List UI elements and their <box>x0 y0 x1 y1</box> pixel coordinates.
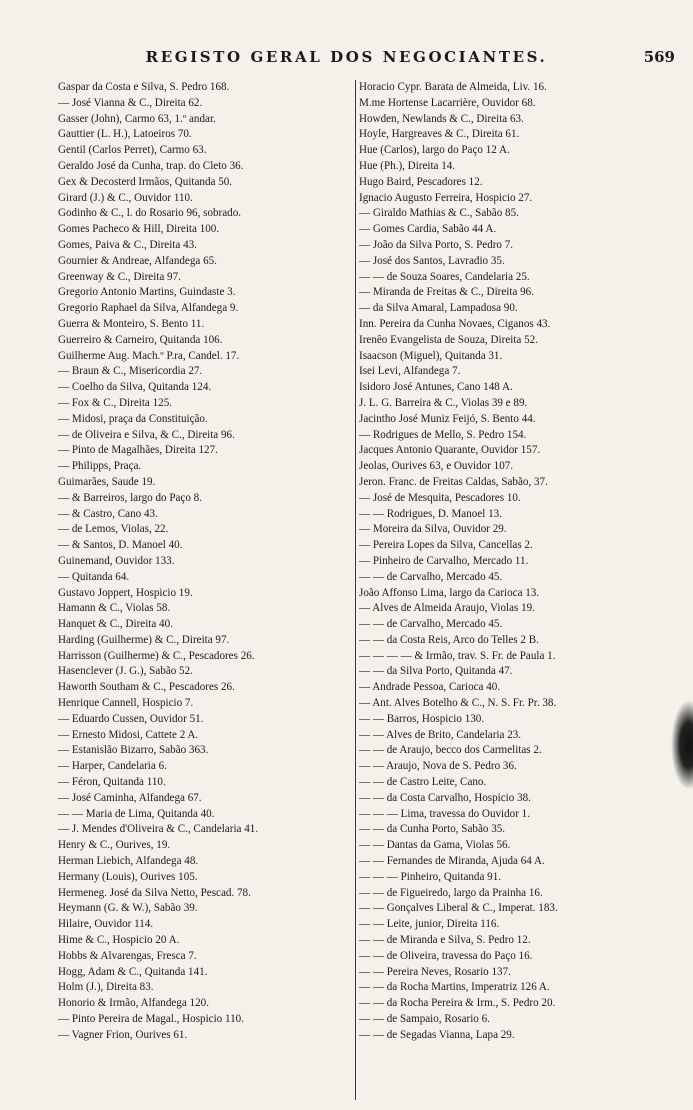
left-column <box>58 80 348 1100</box>
left-column-entry: — & Santos, D. Manoel 40. <box>58 539 183 552</box>
left-column-entry: Gasser (John), Carmo 63, 1.º andar. <box>58 112 216 125</box>
left-column-entry: Guerreiro & Carneiro, Quitanda 106. <box>58 333 223 346</box>
right-column-entry: — Pereira Lopes da Silva, Cancellas 2. <box>359 539 533 552</box>
left-column-entry: — & Barreiros, largo do Paço 8. <box>58 491 202 504</box>
left-column-entry: — Pinto Pereira de Magal., Hospicio 110. <box>58 1013 244 1026</box>
left-column-entry: Harding (Guilherme) & C., Direita 97. <box>58 633 230 646</box>
left-column-entry: Geraldo José da Cunha, trap. do Cleto 36. <box>58 159 244 172</box>
left-column-entry: Gex & Decosterd Irmãos, Quitanda 50. <box>58 175 233 188</box>
right-column-entry: — — da Costa Carvalho, Hospicio 38. <box>359 791 531 804</box>
left-column-entry: Gournier & Andreae, Alfandega 65. <box>58 254 217 267</box>
right-column-entry: — — da Costa Reis, Arco do Telles 2 B. <box>359 633 539 646</box>
left-column-entry: — — Maria de Lima, Quitanda 40. <box>58 807 215 820</box>
right-column-entry: — Ant. Alves Botelho & C., N. S. Fr. Pr. 38. <box>359 697 557 710</box>
left-column-entry: — de Oliveira e Silva, & C., Direita 96. <box>58 428 235 441</box>
left-column-entry: Hobbs & Alvarengas, Fresca 7. <box>58 949 197 962</box>
right-column-entry: — José de Mesquita, Pescadores 10. <box>359 491 521 504</box>
left-column-entry: Hilaire, Ouvidor 114. <box>58 918 154 931</box>
left-column-entry: Girard (J.) & C., Ouvidor 110. <box>58 191 193 204</box>
right-column-entry: — — de Carvalho, Mercado 45. <box>359 618 503 631</box>
right-column-entry: Howden, Newlands & C., Direita 63. <box>359 112 524 125</box>
left-column-entry: — Pinto de Magalhães, Direita 127. <box>58 444 218 457</box>
left-column-entry: Godinho & C., l. do Rosario 96, sobrado. <box>58 207 242 220</box>
left-column-entry: Hasenclever (J. G.), Sabão 52. <box>58 665 193 678</box>
right-column-entry: — — de Figueiredo, largo da Prainha 16. <box>359 886 543 899</box>
right-column-entry: — — Fernandes de Miranda, Ajuda 64 A. <box>359 855 545 868</box>
right-column-entry: — — Leite, junior, Direita 116. <box>359 918 500 931</box>
right-column-entry: — — da Rocha Pereira & Irm., S. Pedro 20. <box>359 997 556 1010</box>
right-column-entry: Isei Levi, Alfandega 7. <box>359 365 461 378</box>
right-column-entry: Isaacson (Miguel), Quitanda 31. <box>359 349 503 362</box>
left-column-entry: Harrisson (Guilherme) & C., Pescadores 26. <box>58 649 255 662</box>
right-column-entry: — — Alves de Brito, Candelaria 23. <box>359 728 522 741</box>
right-column-entry: — — de Castro Leite, Cano. <box>359 776 487 789</box>
right-column-entry: — Pinheiro de Carvalho, Mercado 11. <box>359 554 529 567</box>
right-column-entry: — Rodrigues de Mello, S. Pedro 154. <box>359 428 527 441</box>
right-column-entry: — Alves de Almeida Araujo, Violas 19. <box>359 602 535 615</box>
left-column-entry: Gustavo Joppert, Hospicio 19. <box>58 586 193 599</box>
left-column-entry: Gomes, Paiva & C., Direita 43. <box>58 238 197 251</box>
left-column-entry: Gregorio Raphael da Silva, Alfandega 9. <box>58 302 239 315</box>
right-column-entry: — — de Segadas Vianna, Lapa 29. <box>359 1028 515 1041</box>
left-column-entry: Gauttier (L. H.), Latoeiros 70. <box>58 128 192 141</box>
left-column-entry: Gentil (Carlos Perret), Carmo 63. <box>58 144 207 157</box>
right-column-entry: Isidoro José Antunes, Cano 148 A. <box>359 381 513 394</box>
left-column-entry: Hime & C., Hospicio 20 A. <box>58 934 180 947</box>
left-column-entry: — Braun & C., Misericordia 27. <box>58 365 203 378</box>
left-column-entry: — de Lemos, Violas, 22. <box>58 523 169 536</box>
right-column-entry: — — Araujo, Nova de S. Pedro 36. <box>359 760 517 773</box>
left-column-entry: Herman Liebich, Alfandega 48. <box>58 855 199 868</box>
left-column-entry: — Fox & C., Direita 125. <box>58 396 173 409</box>
left-column-entry: — Quitanda 64. <box>58 570 130 583</box>
right-column-entry: — — de Araujo, becco dos Carmelitas 2. <box>359 744 542 757</box>
right-column-entry: M.me Hortense Lacarrière, Ouvidor 68. <box>359 96 536 109</box>
right-column-entry: Ignacio Augusto Ferreira, Hospicio 27. <box>359 191 533 204</box>
right-column-entry: — — — Pinheiro, Quitanda 91. <box>359 870 502 883</box>
left-column-entry: Henry & C., Ourives, 19. <box>58 839 171 852</box>
right-column-entry: — — Dantas da Gama, Violas 56. <box>359 839 511 852</box>
right-column-entry: Jacintho José Muniz Feijó, S. Bento 44. <box>359 412 536 425</box>
right-column-entry: — — de Carvalho, Mercado 45. <box>359 570 503 583</box>
left-column-entry: Hermeneg. José da Silva Netto, Pescad. 78. <box>58 886 251 899</box>
right-column-entry: — — da Silva Porto, Quitanda 47. <box>359 665 513 678</box>
left-column-entry: Guimarães, Saude 19. <box>58 475 156 488</box>
right-column-entry: Horacio Cypr. Barata de Almeida, Liv. 16. <box>359 81 547 93</box>
left-column-entry: — Philipps, Praça. <box>58 460 142 473</box>
right-column-entry: — — Gonçalves Liberal & C., Imperat. 183. <box>359 902 558 915</box>
right-column-entry: — — — — & Irmão, trav. S. Fr. de Paula 1. <box>359 649 556 662</box>
right-column-entry: — — da Rocha Martins, Imperatriz 126 A. <box>359 981 550 994</box>
right-column-entry: — — de Souza Soares, Candelaria 25. <box>359 270 530 283</box>
right-column-entry: Hoyle, Hargreaves & C., Direita 61. <box>359 128 520 141</box>
left-column-entry: Heymann (G. & W.), Sabão 39. <box>58 902 198 915</box>
left-column-entry: — José Vianna & C., Direita 62. <box>58 96 203 109</box>
right-column-entry: — — de Sampaio, Rosario 6. <box>359 1013 490 1026</box>
right-column-entry: — Moreira da Silva, Ouvidor 29. <box>359 523 507 536</box>
left-column-entry: — Féron, Quitanda 110. <box>58 776 166 789</box>
left-column-entry: Hogg, Adam & C., Quitanda 141. <box>58 965 208 978</box>
left-column-entry: — J. Mendes d'Oliveira & C., Candelaria 41. <box>58 823 259 836</box>
left-column-entry: Gaspar da Costa e Silva, S. Pedro 168. <box>58 81 230 93</box>
left-column-entry: Hermany (Louis), Ourives 105. <box>58 870 198 883</box>
left-column-entry: Guilherme Aug. Mach.º P.ra, Candel. 17. <box>58 349 240 362</box>
right-column-entry: Hue (Ph.), Direita 14. <box>359 159 456 172</box>
right-column-entry: — José dos Santos, Lavradio 35. <box>359 254 505 267</box>
left-column-entry: Greenway & C., Direita 97. <box>58 270 181 283</box>
left-column-entry: — & Castro, Cano 43. <box>58 507 158 520</box>
right-column-entry: João Affonso Lima, largo da Carioca 13. <box>359 586 540 599</box>
right-column-entry: Irenêo Evangelista de Souza, Direita 52. <box>359 333 538 346</box>
page-title: REGISTO GERAL DOS NEGOCIANTES. <box>145 48 548 66</box>
right-column-entry: — — de Oliveira, travessa do Paço 16. <box>359 949 533 962</box>
left-column-entry: Hanquet & C., Direita 40. <box>58 618 173 631</box>
left-column-entry: Gregorio Antonio Martins, Guindaste 3. <box>58 286 236 299</box>
left-column-entry: — Vagner Frion, Ourives 61. <box>58 1028 188 1041</box>
right-column-entry: — da Silva Amaral, Lampadosa 90. <box>359 302 518 315</box>
left-column-entry: Gomes Pacheco & Hill, Direita 100. <box>58 223 220 236</box>
right-column-entry: — — da Cunha Porto, Sabão 35. <box>359 823 506 836</box>
left-column-entry: Henrique Cannell, Hospicio 7. <box>58 697 194 710</box>
right-column-entry: J. L. G. Barreira & C., Violas 39 e 89. <box>359 396 528 409</box>
right-column-entry: — Giraldo Mathias & C., Sabão 85. <box>359 207 519 220</box>
page-number: 569 <box>643 48 675 66</box>
left-column-entry: — Coelho da Silva, Quitanda 124. <box>58 381 212 394</box>
left-column-entry: Haworth Southam & C., Pescadores 26. <box>58 681 235 694</box>
left-column-entry: — Harper, Candelaria 6. <box>58 760 167 773</box>
right-column-entry: — Miranda de Freitas & C., Direita 96. <box>359 286 534 299</box>
right-column-entry: — Andrade Pessoa, Carioca 40. <box>359 681 501 694</box>
ink-blot <box>671 700 693 790</box>
right-column-entry: — Gomes Cardia, Sabão 44 A. <box>359 223 497 236</box>
left-column-entry: — José Caminha, Alfandega 67. <box>58 791 202 804</box>
left-column-entry: — Midosi, praça da Constituição. <box>58 412 208 425</box>
right-column-entry: — — Pereira Neves, Rosario 137. <box>359 965 511 978</box>
left-column-entry: Hamann & C., Violas 58. <box>58 602 171 615</box>
left-column-entry: Holm (J.), Direita 83. <box>58 981 154 994</box>
left-column-entry: Guinemand, Ouvidor 133. <box>58 554 175 567</box>
page-header <box>0 48 693 72</box>
right-column-entry: Hue (Carlos), largo do Paço 12 A. <box>359 144 510 157</box>
right-column-entry: — — de Miranda e Silva, S. Pedro 12. <box>359 934 531 947</box>
right-column-entry: Inn. Pereira da Cunha Novaes, Ciganos 43. <box>359 317 551 330</box>
right-column <box>355 80 677 1100</box>
left-column-entry: — Estanislão Bizarro, Sabão 363. <box>58 744 209 757</box>
right-column-entry: Jeron. Franc. de Freitas Caldas, Sabão, 37. <box>359 475 548 488</box>
right-column-entry: Hugo Baird, Pescadores 12. <box>359 175 483 188</box>
right-column-entry: — — Barros, Hospicio 130. <box>359 712 485 725</box>
left-column-entry: — Eduardo Cussen, Ouvidor 51. <box>58 712 204 725</box>
left-column-entry: — Ernesto Midosi, Cattete 2 A. <box>58 728 199 741</box>
left-column-entry: Guerra & Monteiro, S. Bento 11. <box>58 317 205 330</box>
right-column-entry: — — — Lima, travessa do Ouvidor 1. <box>359 807 530 820</box>
right-column-entry: Jacques Antonio Quarante, Ouvidor 157. <box>359 444 541 457</box>
left-column-entry: Honorio & Irmão, Alfandega 120. <box>58 997 209 1010</box>
right-column-entry: Jeolas, Ourives 63, e Ouvidor 107. <box>359 460 514 473</box>
right-column-entry: — João da Silva Porto, S. Pedro 7. <box>359 238 514 251</box>
right-column-entry: — — Rodrigues, D. Manoel 13. <box>359 507 502 520</box>
